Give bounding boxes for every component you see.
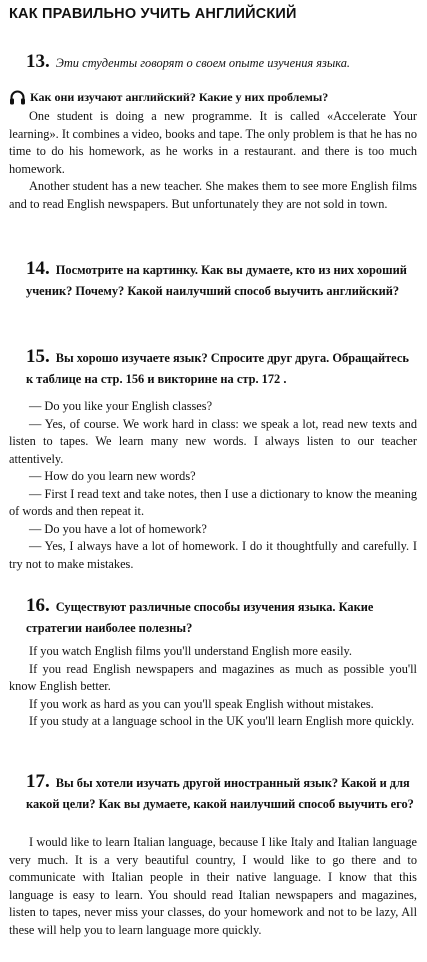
paragraph: One student is doing a new programme. It is called «Accelerate Your learning». It combines a video, books and tape. The only problem is that he has no time to do his homework, as he works in a restaurant. and there is too much homework. (9, 109, 417, 176)
exercise-15-heading (26, 347, 419, 389)
exercise-17-instruction: Вы бы хотели изучать другой иностранный язык? Какой и для какой цели? Как вы думаете, какой наилучший способ выучить его? (26, 776, 414, 811)
dialogue-line: — First I read text and take notes, then I use a dictionary to know the meaning of words and then repeat it. (9, 486, 417, 518)
dialogue-line: — Do you have a lot of homework? (29, 521, 207, 536)
exercise-15-number: 15. (26, 346, 50, 367)
exercise-16-number: 16. (26, 595, 50, 616)
headphones-icon (9, 90, 26, 105)
exercise-16-instruction: Существуют различные способы изучения языка. Какие стратегии наиболее полезны? (26, 600, 374, 635)
paragraph: Another student has a new teacher. She makes them to see more English films and to read English newspapers. But unfortunately they are not sold in town. (9, 179, 417, 211)
exercise-17-text (9, 834, 417, 939)
exercise-17-number: 17. (26, 771, 50, 792)
paragraph: If you study at a language school in the UK you'll learn English more quickly. (29, 714, 415, 728)
dialogue-line: — How do you learn new words? (29, 469, 196, 483)
paragraph: If you read English newspapers and magazines as much as possible you'll know English better. (9, 661, 417, 693)
exercise-13-number: 13. (26, 51, 50, 72)
exercise-17-heading (26, 772, 419, 814)
exercise-13-text (9, 108, 417, 213)
paragraph: I would like to learn Italian language, because I like Italy and Italian language very much. It is a very beautiful country, I would like to go there and to communicate with Italian people in their native language. I know that this language is easy to learn. You should read Italian newspapers and magazines, listen to tapes, never miss your classes, do your homework and not to be lazy, All these will help you to learn language more quickly. (9, 835, 417, 937)
exercise-14-instruction: Посмотрите на картинку. Как вы думаете, кто из них хороший ученик? Почему? Какой наилучший способ выучить английский? (26, 263, 407, 298)
exercise-13-question-line (9, 90, 328, 105)
paragraph: If you work as hard as you can you'll speak English without mistakes. (29, 696, 374, 711)
exercise-13-heading (26, 52, 419, 74)
exercise-13-instruction: Эти студенты говорят о своем опыте изучения языка. (55, 56, 351, 70)
dialogue-line: — Yes, of course. We work hard in class: we speak a lot, read new texts and listen to tapes. We learn many new words. I always listen to our teacher attentively. (9, 416, 417, 466)
exercise-14-number: 14. (26, 258, 50, 279)
exercise-15-instruction: Вы хорошо изучаете язык? Спросите друг друга. Обращайтесь к таблице на стр. 156 и викторине на стр. 172 . (26, 351, 409, 386)
page-title: КАК ПРАВИЛЬНО УЧИТЬ АНГЛИЙСКИЙ (9, 6, 297, 22)
dialogue-line: — Yes, I always have a lot of homework. I do it thoughtfully and carefully. I try not to make mistakes. (9, 539, 417, 571)
paragraph: If you watch English films you'll understand English more easily. (29, 644, 352, 658)
exercise-16-text (9, 643, 417, 731)
exercise-15-dialogue (9, 398, 417, 573)
dialogue-line: — Do you like your English classes? (29, 399, 213, 413)
exercise-16-heading (26, 596, 419, 638)
exercise-13-question: Как они изучают английский? Какие у них проблемы? (30, 90, 329, 104)
exercise-14-heading (26, 259, 419, 301)
